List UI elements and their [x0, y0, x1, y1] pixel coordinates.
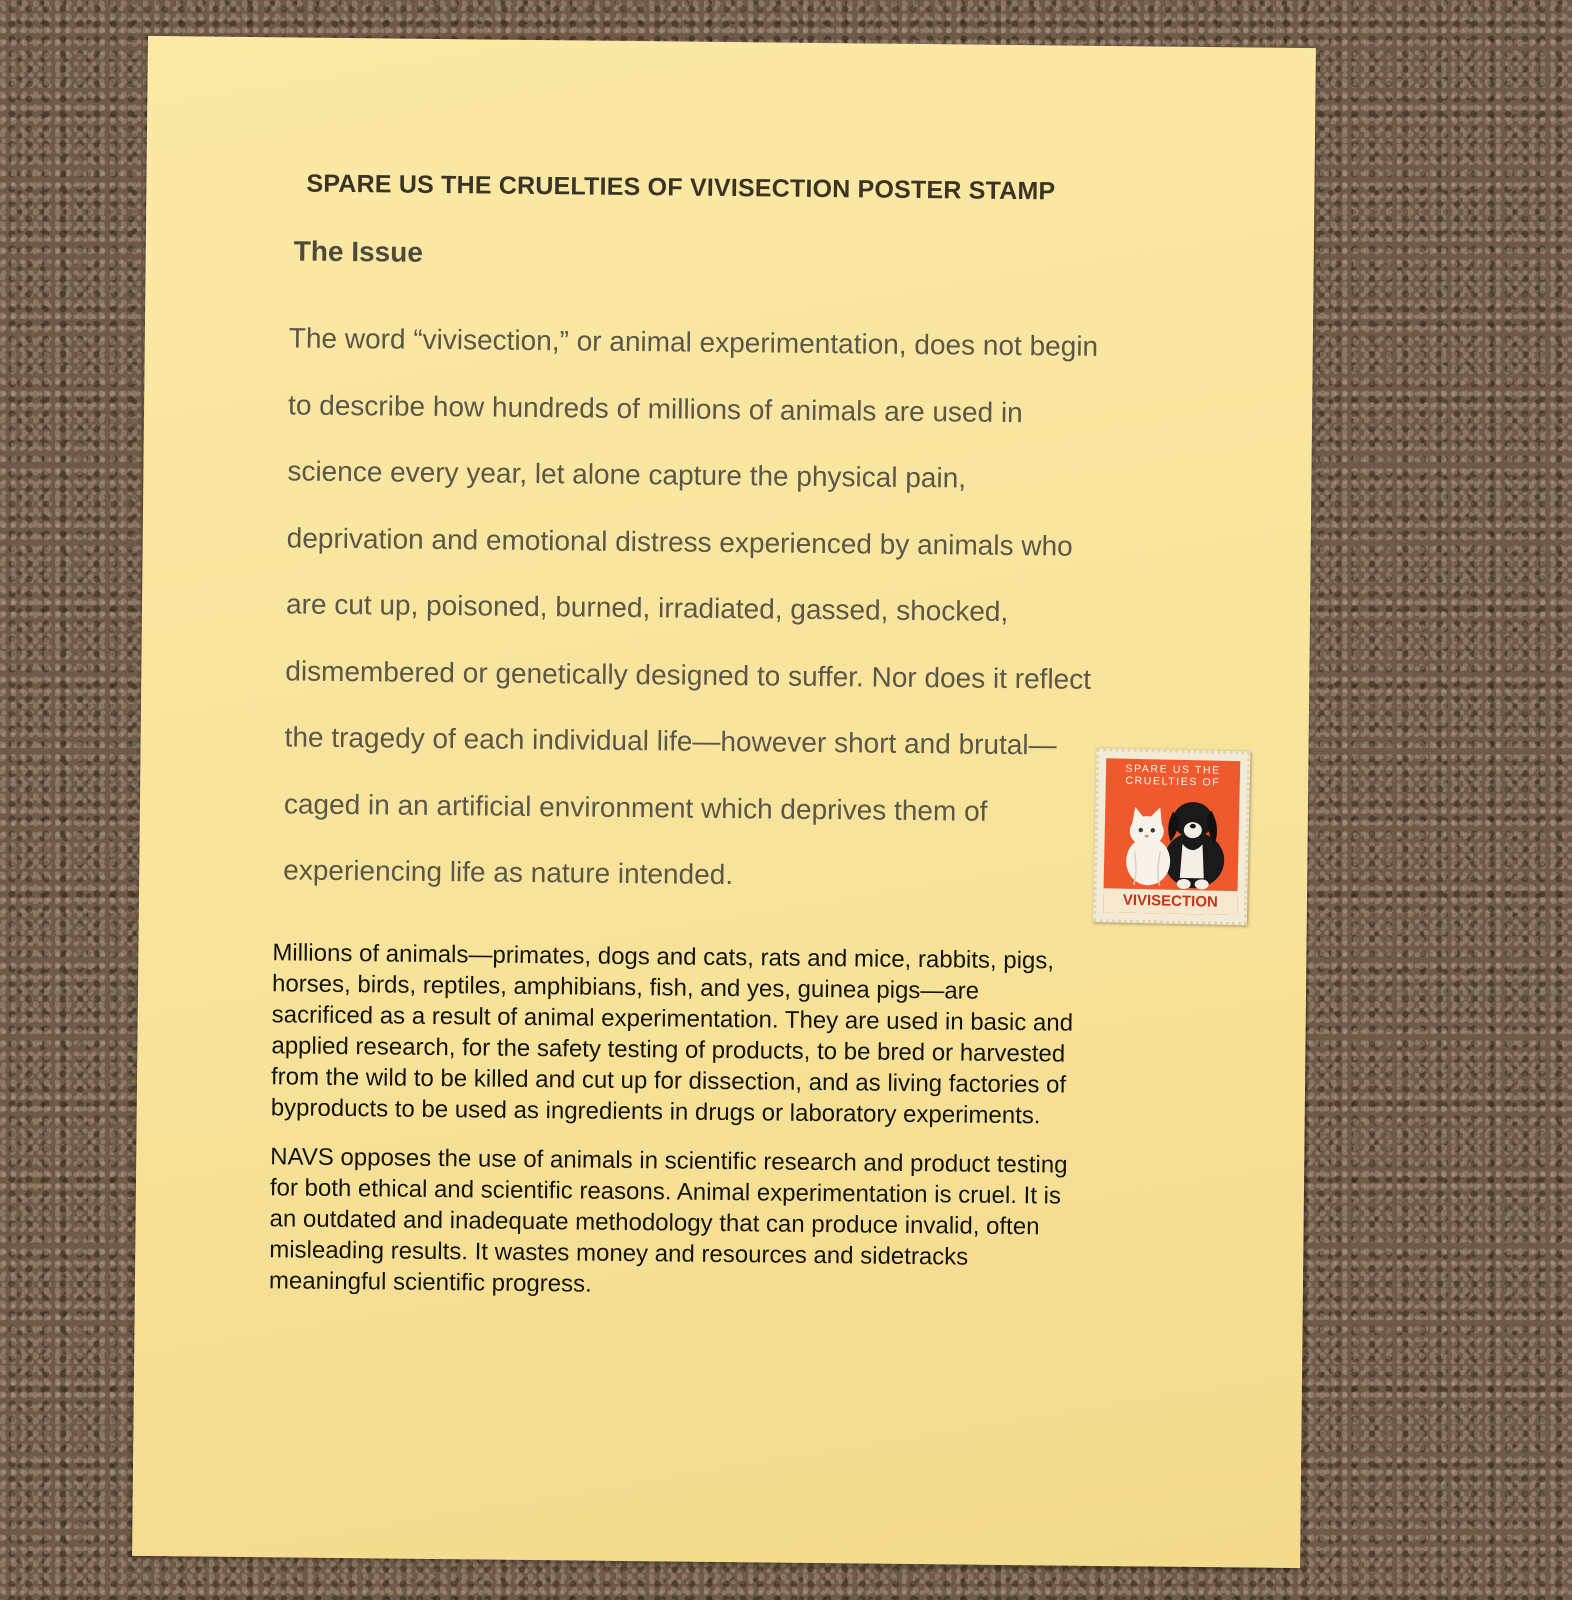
document-sheet: [132, 36, 1316, 1568]
intro-line: experiencing life as nature intended.: [283, 854, 734, 891]
paragraph-line: for both ethical and scientific reasons. Animal experimentation is cruel. It is: [269, 1174, 1062, 1210]
intro-line: the tragedy of each individual life—however short and brutal—: [284, 721, 1057, 761]
intro-line: deprivation and emotional distress experienced by animals who: [286, 521, 1073, 562]
kitten-figure: [1126, 807, 1172, 886]
section-heading: The Issue: [293, 235, 424, 268]
intro-line: caged in an artificial environment which deprives them of: [283, 787, 988, 827]
paragraph-line: byproducts to be used as ingredients in drugs or laboratory experiments.: [270, 1094, 1041, 1130]
paragraph-line: misleading results. It wastes money and resources and sidetracks: [269, 1236, 969, 1271]
document-title: SPARE US THE CRUELTIES OF VIVISECTION POSTER STAMP: [306, 169, 1056, 206]
stamp-field: [1103, 758, 1240, 915]
paragraph-line: from the wild to be killed and cut up for dissection, and as living factories of: [270, 1063, 1067, 1099]
poster-stamp: [1093, 748, 1251, 925]
paragraph-line: Millions of animals—primates, dogs and cats, rats and mice, rabbits, pigs,: [272, 939, 1055, 975]
stamp-bottom-text: VIVISECTION: [1103, 888, 1237, 915]
paragraph-line: horses, birds, reptiles, amphibians, fish, and yes, guinea pigs—are: [271, 970, 980, 1005]
kitten-and-puppy-illustration: [1104, 784, 1240, 891]
body-paragraph-navs: [269, 1141, 1191, 1306]
intro-paragraph: [283, 305, 1189, 913]
stamp-top-line: CRUELTIES OF: [1125, 774, 1221, 789]
intro-line: dismembered or genetically designed to suffer. Nor does it reflect: [285, 654, 1092, 695]
paragraph-line: sacrificed as a result of animal experimentation. They are used in basic and: [271, 1001, 1074, 1037]
intro-line: science every year, let alone capture the physical pain,: [287, 455, 967, 494]
puppy-figure: [1164, 802, 1226, 890]
paragraph-line: meaningful scientific progress.: [268, 1267, 592, 1298]
intro-line: to describe how hundreds of millions of animals are used in: [287, 388, 1023, 428]
body-paragraph-animals: [271, 937, 1193, 1133]
stamp-top-line: SPARE US THE: [1125, 762, 1221, 777]
paragraph-line: applied research, for the safety testing of products, to be bred or harvested: [271, 1032, 1066, 1068]
intro-line: The word “vivisection,” or animal experimentation, does not begin: [288, 322, 1099, 362]
paragraph-line: NAVS opposes the use of animals in scientific research and product testing: [270, 1143, 1068, 1179]
paragraph-line: an outdated and inadequate methodology that can produce invalid, often: [269, 1205, 1040, 1241]
intro-line: are cut up, poisoned, burned, irradiated, gassed, shocked,: [285, 588, 1009, 627]
